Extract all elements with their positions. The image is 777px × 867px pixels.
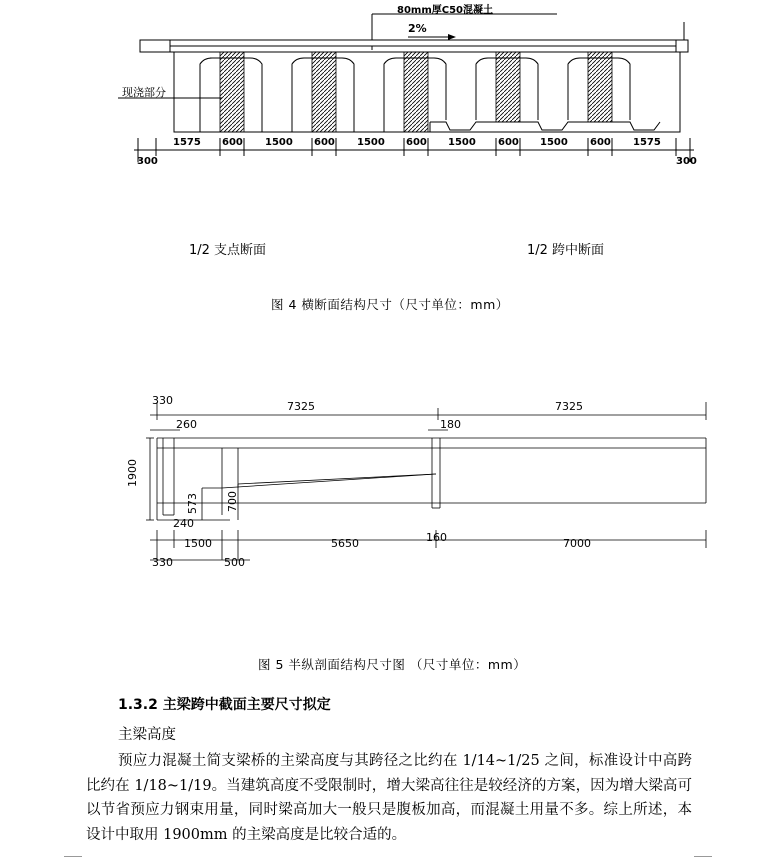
figure5-dim-1900: 1900	[126, 459, 139, 487]
figure5-dim-573: 573	[186, 493, 199, 514]
figure4-right-label: 1/2 跨中断面	[527, 243, 605, 258]
figure4-dim-label: 600	[498, 137, 519, 148]
figure4-dim-label: 1500	[357, 137, 385, 148]
figure5-dim-7325-right: 7325	[555, 400, 583, 413]
figure4-dim-label: 1575	[173, 137, 201, 148]
figure4-dim-label: 1500	[265, 137, 293, 148]
figure4-edge-left: 300	[137, 156, 158, 167]
figure5-longitudinal-drawing	[0, 390, 777, 580]
figure5-dim-240: 240	[173, 517, 194, 530]
figure4-dim-label: 600	[314, 137, 335, 148]
figure4-cast-label: 现浇部分	[122, 86, 166, 99]
figure5-dim-5650: 5650	[331, 537, 359, 550]
figure5-dim-330-top: 330	[152, 394, 173, 407]
figure4-dim-label: 600	[590, 137, 611, 148]
figure4-top-note: 80mm厚C50混凝土	[397, 5, 494, 16]
figure4-edge-right: 300	[676, 156, 697, 167]
figure5-dim-500: 500	[224, 556, 245, 569]
figure5-dim-180: 180	[440, 418, 461, 431]
figure4-slope-label: 2%	[408, 22, 427, 35]
page-corner-mark	[64, 856, 82, 867]
figure4-dim-label: 1575	[633, 137, 661, 148]
figure4-dim-label: 600	[222, 137, 243, 148]
section-subheading: 主梁高度	[118, 727, 176, 743]
figure4-dim-label: 1500	[540, 137, 568, 148]
figure5-dim-700: 700	[226, 491, 239, 512]
figure5-dim-260: 260	[176, 418, 197, 431]
figure5-dim-330-bottom: 330	[152, 556, 173, 569]
figure4-caption: 图 4 横断面结构尺寸（尺寸单位：mm）	[271, 297, 509, 312]
section-paragraph: 预应力混凝土简支梁桥的主梁高度与其跨径之比约在 1/14~1/25 之间，标准设计中高跨比约在 1/18~1/19。当建筑高度不受限制时，增大梁高往往是较经济的方案，因为增大梁高可以节省预应力钢束用量，同时梁高加大一般只是腹板加高，而混凝土用量不多。综上所述，本设计中取用 1900mm 的主梁高度是比较合适的。	[86, 753, 692, 843]
page-corner-mark	[694, 856, 712, 867]
figure5-dim-160: 160	[426, 531, 447, 544]
figure4-dim-label: 600	[406, 137, 427, 148]
figure5-dim-1500: 1500	[184, 537, 212, 550]
figure4-cross-section-drawing	[0, 0, 777, 200]
figure5-dim-7000: 7000	[563, 537, 591, 550]
section-heading: 1.3.2 主梁跨中截面主要尺寸拟定	[118, 697, 331, 713]
figure4-left-label: 1/2 支点断面	[189, 243, 267, 258]
figure4-dim-label: 1500	[448, 137, 476, 148]
figure5-dim-7325-left: 7325	[287, 400, 315, 413]
figure5-caption: 图 5 半纵剖面结构尺寸图 （尺寸单位：mm）	[258, 657, 527, 672]
